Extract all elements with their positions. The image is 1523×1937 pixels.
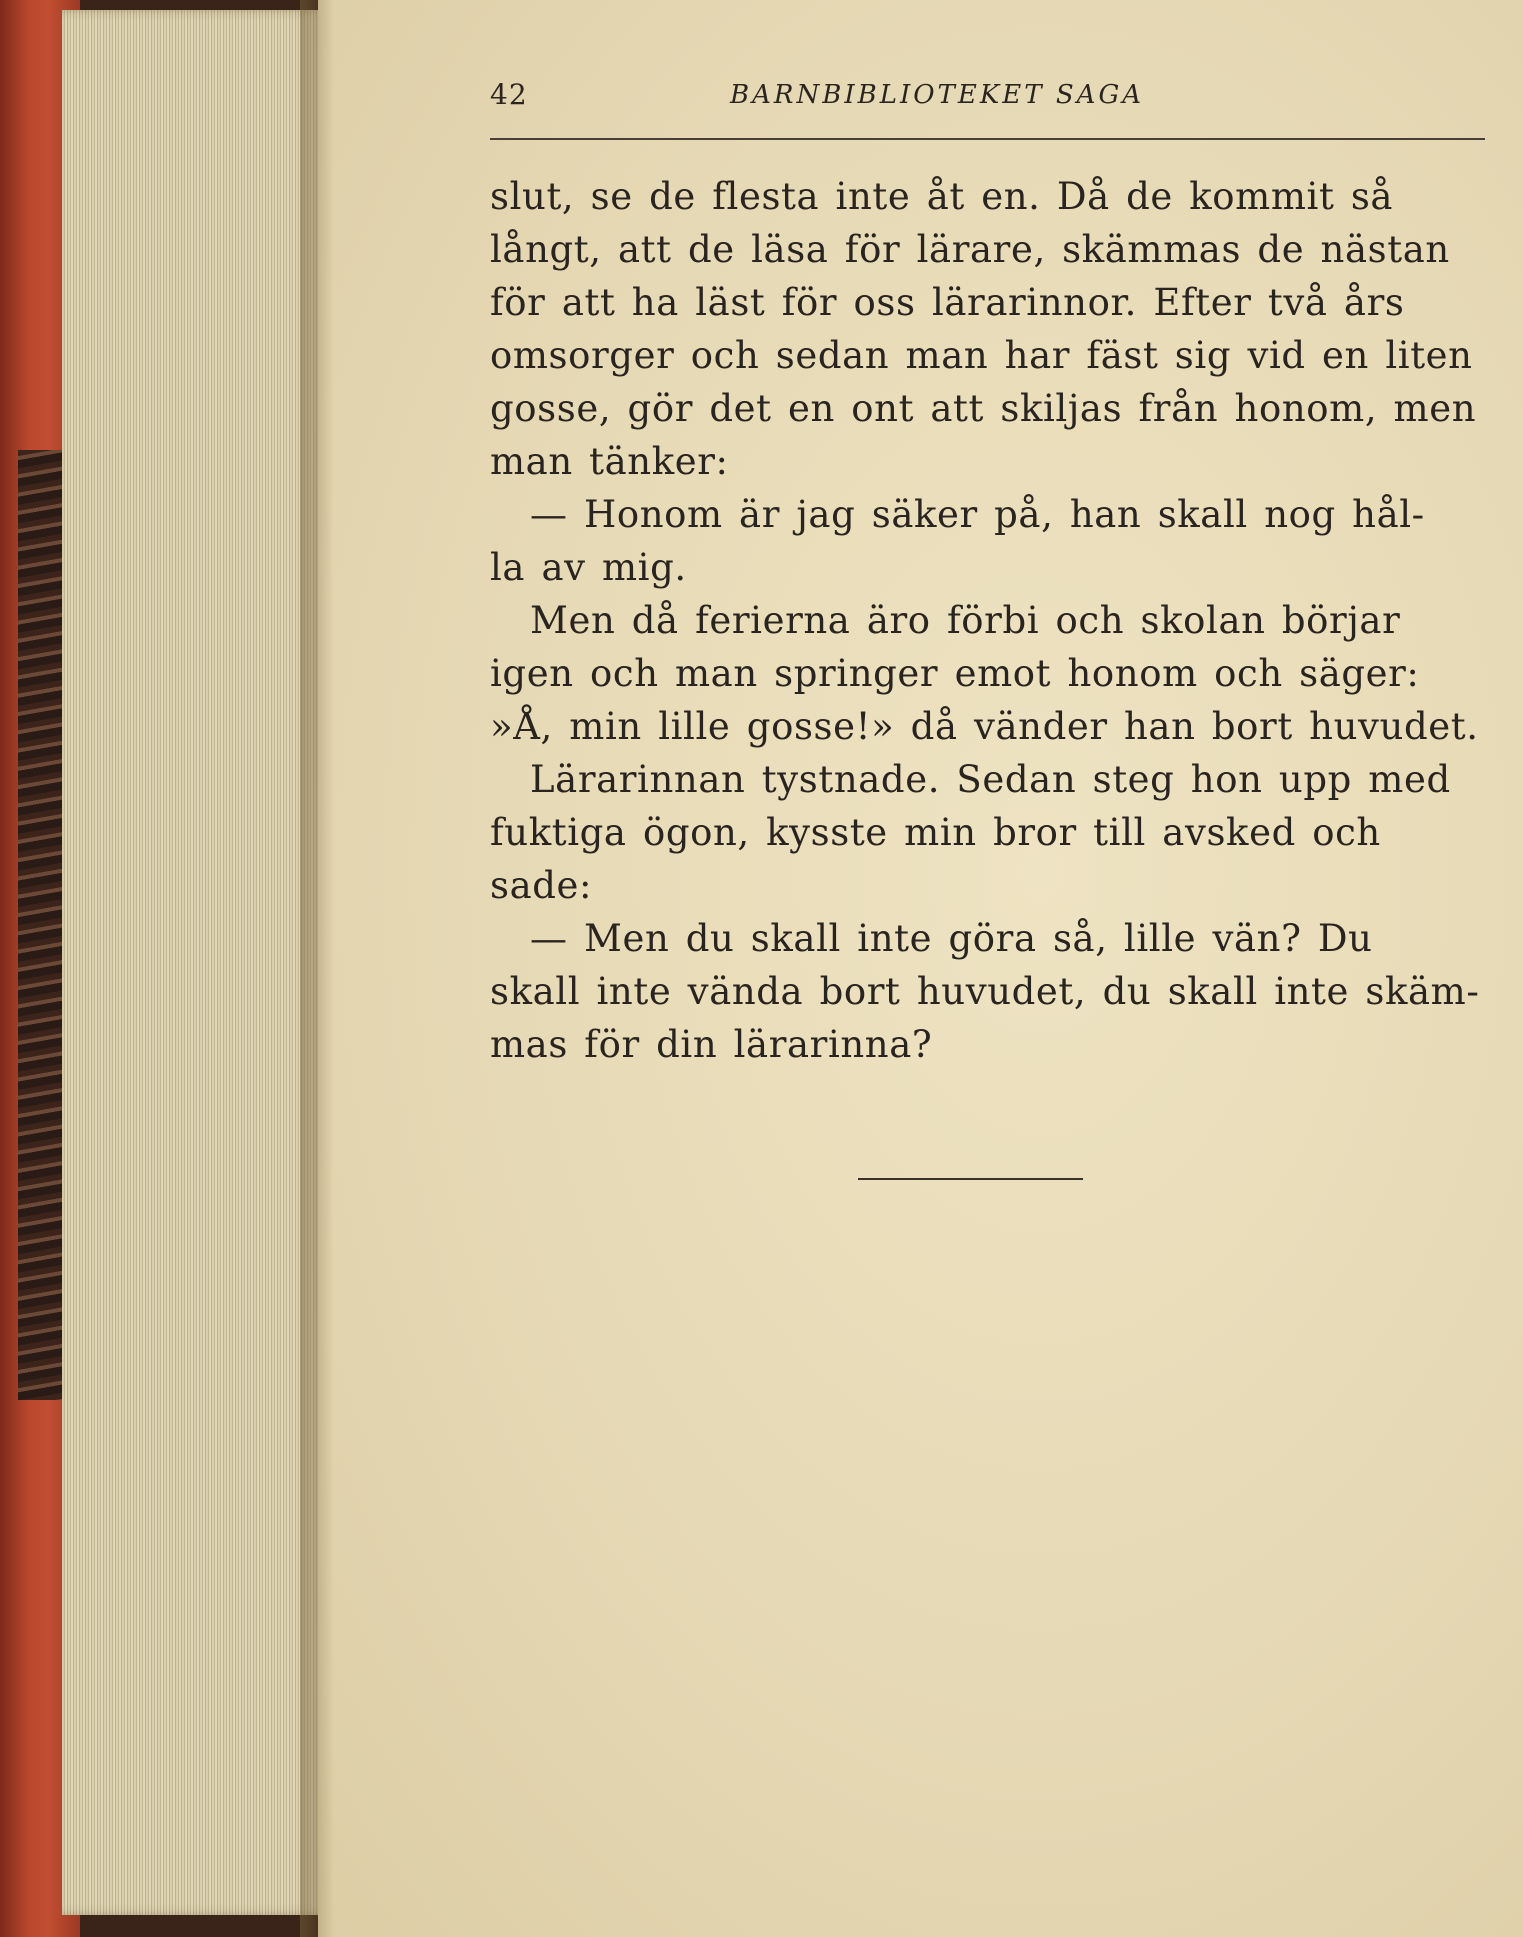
running-head bbox=[490, 78, 1490, 118]
text-line: för att ha läst för oss lärarinnor. Efter två års bbox=[490, 281, 1405, 324]
book-page bbox=[318, 0, 1523, 1937]
marbled-cover-panel bbox=[18, 450, 68, 1400]
text-line: igen och man springer emot honom och säger: bbox=[490, 652, 1420, 695]
text-line: mas för din lärarinna? bbox=[490, 1023, 933, 1066]
text-line: omsorger och sedan man har fäst sig vid en liten bbox=[490, 334, 1473, 377]
text-line: man tänker: bbox=[490, 440, 729, 483]
page-gutter-shadow bbox=[300, 0, 334, 1937]
text-line: skall inte vända bort huvudet, du skall inte skäm- bbox=[490, 970, 1480, 1013]
text-line: fuktiga ögon, kysste min bror till avsked och bbox=[490, 811, 1381, 854]
page-number: 42 bbox=[490, 78, 528, 111]
running-title: BARNBIBLIOTEKET SAGA bbox=[730, 80, 1145, 110]
header-rule bbox=[490, 138, 1485, 140]
text-line: — Honom är jag säker på, han skall nog hål- bbox=[530, 493, 1425, 536]
body-text bbox=[490, 170, 1480, 1071]
text-line: långt, att de läsa för lärare, skämmas de nästan bbox=[490, 228, 1450, 271]
text-line: sade: bbox=[490, 864, 593, 907]
text-line: gosse, gör det en ont att skiljas från honom, men bbox=[490, 387, 1477, 430]
page-edges bbox=[62, 10, 324, 1915]
section-end-rule bbox=[858, 1178, 1083, 1180]
text-line: Men då ferierna äro förbi och skolan börjar bbox=[530, 599, 1401, 642]
text-line: Lärarinnan tystnade. Sedan steg hon upp med bbox=[530, 758, 1451, 801]
text-line: — Men du skall inte göra så, lille vän? Du bbox=[530, 917, 1373, 960]
text-line: »Å, min lille gosse!» då vänder han bort huvudet. bbox=[490, 705, 1479, 748]
text-line: slut, se de flesta inte åt en. Då de kommit så bbox=[490, 175, 1394, 218]
text-line: la av mig. bbox=[490, 546, 687, 589]
